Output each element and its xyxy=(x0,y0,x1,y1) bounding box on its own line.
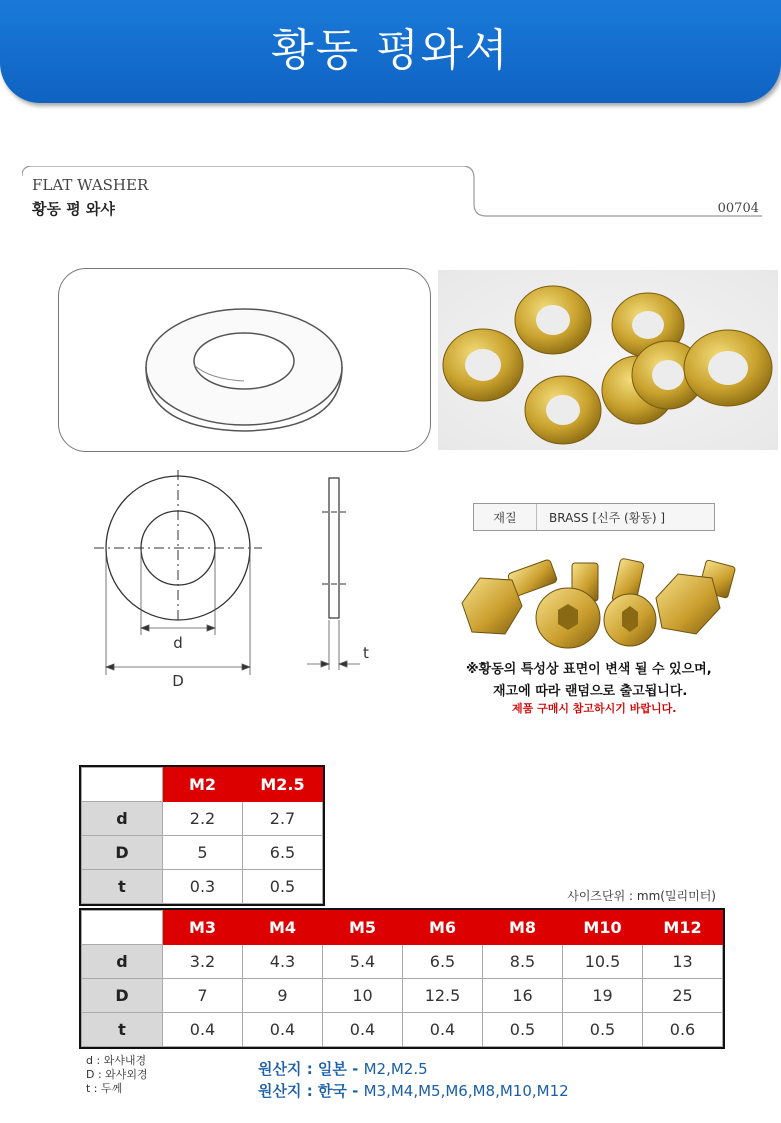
table-row xyxy=(82,979,723,1013)
page-title: 황동 평와셔 xyxy=(271,25,510,76)
table-row xyxy=(82,945,723,979)
table-cell: 0.6 xyxy=(643,1013,723,1047)
table-cell: 0.4 xyxy=(323,1013,403,1047)
legend-t: t : 두께 xyxy=(86,1082,123,1095)
product-code: 00704 xyxy=(717,201,759,216)
english-title: FLAT WASHER xyxy=(32,176,149,194)
table-cell: 2.2 xyxy=(163,802,243,836)
table-cell: 0.4 xyxy=(403,1013,483,1047)
table-row xyxy=(82,1013,723,1047)
origin-japan-value: M2,M2.5 xyxy=(363,1060,428,1078)
column-header: M5 xyxy=(323,911,403,945)
size-table-large xyxy=(81,910,723,1047)
table-cell: 10.5 xyxy=(563,945,643,979)
legend-d: d : 와샤내경 xyxy=(86,1054,147,1067)
table-cell: 13 xyxy=(643,945,723,979)
table-cell: 0.5 xyxy=(483,1013,563,1047)
table-cell: 2.7 xyxy=(243,802,323,836)
brass-bolts-icon xyxy=(450,548,750,653)
brass-washers-icon xyxy=(438,270,778,450)
size-unit-note: 사이즈단위 : mm(밀리미터) xyxy=(567,889,716,903)
origin-korea xyxy=(258,1080,569,1101)
table-cell: 12.5 xyxy=(403,979,483,1013)
table-row xyxy=(82,802,323,836)
table-cell: 0.4 xyxy=(243,1013,323,1047)
d-dimension-label: d xyxy=(173,634,183,652)
title-banner xyxy=(0,0,781,103)
table-header-row xyxy=(82,911,723,945)
table-cell: 0.5 xyxy=(563,1013,643,1047)
table-cell: 9 xyxy=(243,979,323,1013)
material-value: BRASS [신주 (황동) ] xyxy=(549,510,666,525)
row-label: D xyxy=(82,979,163,1013)
washer-sketch-icon xyxy=(59,269,430,451)
t-dimension-label: t xyxy=(363,644,369,662)
origin-korea-value: M3,M4,M5,M6,M8,M10,M12 xyxy=(363,1082,569,1100)
material-box xyxy=(473,503,715,531)
column-header: M12 xyxy=(643,911,723,945)
size-table-small xyxy=(81,767,323,904)
notice-line-2: 재고에 따라 랜덤으로 출고됩니다. xyxy=(493,684,688,699)
row-label: d xyxy=(82,802,163,836)
column-header: M3 xyxy=(163,911,243,945)
table-header-row xyxy=(82,768,323,802)
table-cell: 8.5 xyxy=(483,945,563,979)
column-header: M2.5 xyxy=(243,768,323,802)
origin-korea-label: 원산지 : 한국 - xyxy=(258,1082,359,1100)
material-label: 재질 xyxy=(474,504,537,530)
table-corner-cell xyxy=(82,911,163,945)
table-cell: 5 xyxy=(163,836,243,870)
table-row xyxy=(82,870,323,904)
origin-japan xyxy=(258,1058,428,1079)
thickness-profile xyxy=(329,478,339,618)
origin-japan-label: 원산지 : 일본 - xyxy=(258,1060,359,1078)
table-cell: 4.3 xyxy=(243,945,323,979)
table-cell: 0.5 xyxy=(243,870,323,904)
column-header: M6 xyxy=(403,911,483,945)
D-dimension-label: D xyxy=(172,672,184,690)
table-cell: 3.2 xyxy=(163,945,243,979)
column-header: M4 xyxy=(243,911,323,945)
row-label: D xyxy=(82,836,163,870)
table-cell: 5.4 xyxy=(323,945,403,979)
table-cell: 6.5 xyxy=(243,836,323,870)
table-cell: 0.4 xyxy=(163,1013,243,1047)
table-cell: 0.3 xyxy=(163,870,243,904)
column-header: M2 xyxy=(163,768,243,802)
table-cell: 10 xyxy=(323,979,403,1013)
dimension-legend xyxy=(86,1054,148,1096)
row-label: t xyxy=(82,870,163,904)
washer-sketch-box xyxy=(58,268,431,452)
technical-drawing xyxy=(92,470,382,700)
legend-D: D : 와샤외경 xyxy=(86,1068,148,1081)
row-label: t xyxy=(82,1013,163,1047)
row-label: d xyxy=(82,945,163,979)
table-cell: 7 xyxy=(163,979,243,1013)
table-corner-cell xyxy=(82,768,163,802)
table-cell: 6.5 xyxy=(403,945,483,979)
column-header: M10 xyxy=(563,911,643,945)
brass-washer-photo xyxy=(438,270,778,450)
notice-line-1: ※황동의 특성상 표면이 변색 될 수 있으며, xyxy=(466,662,712,677)
table-cell: 16 xyxy=(483,979,563,1013)
korean-title: 황동 평 와샤 xyxy=(32,200,115,218)
table-cell: 19 xyxy=(563,979,643,1013)
notice-line-3: 제품 구매시 참고하시기 바랍니다. xyxy=(512,702,677,715)
table-cell: 25 xyxy=(643,979,723,1013)
column-header: M8 xyxy=(483,911,563,945)
table-row xyxy=(82,836,323,870)
